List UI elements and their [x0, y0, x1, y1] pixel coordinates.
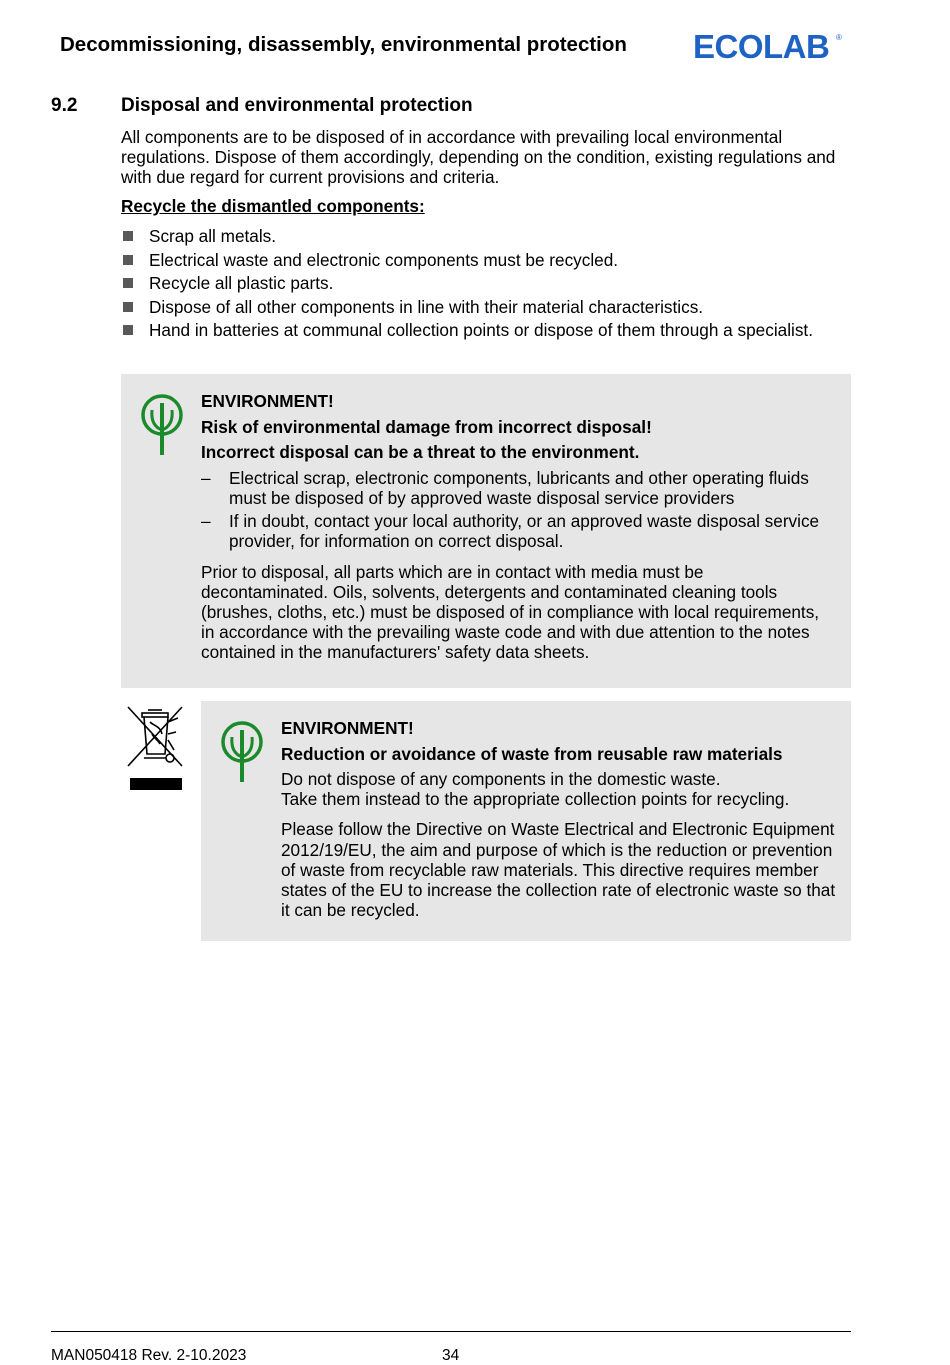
- svg-text:ECOLAB: ECOLAB: [693, 30, 830, 62]
- square-bullet-icon: [123, 278, 133, 288]
- list-item: – Electrical scrap, electronic components, lubricants and other operating fluids must be disposed of by approved waste disposal service providers: [201, 467, 809, 508]
- list-item: Scrap all metals.: [121, 226, 856, 246]
- notice-paragraph: Prior to disposal, all parts which are in contact with media must be decontaminated. Oils, solvents, detergents and contaminated cleaning tools (brushes, cloths, etc.) must be disposed of in compliance with local requirements, in accordance with the prevailing waste code and with due attention to the notes contained in the manufacturers' safety data sheets.: [201, 561, 820, 663]
- section-number: 9.2: [51, 95, 78, 116]
- notice-label: ENVIRONMENT!: [201, 391, 334, 411]
- list-item: – If in doubt, contact your local authority, or an approved waste disposal service provider, for information on correct disposal.: [201, 511, 820, 552]
- ecolab-logo: [693, 30, 845, 62]
- recycle-bullet-list: [121, 226, 856, 344]
- footer-document-reference: MAN050418 Rev. 2-10.2023: [51, 1347, 247, 1364]
- list-item: Electrical waste and electronic components must be recycled.: [121, 250, 856, 270]
- notice-label: ENVIRONMENT!: [281, 718, 414, 738]
- notice-line: Take them instead to the appropriate collection points for recycling.: [281, 789, 790, 810]
- intro-paragraph: All components are to be disposed of in accordance with prevailing local environmental regulations. Dispose of them accordingly, depending on the condition, existing regulations and with due regard for current provisions and criteria.: [121, 127, 836, 188]
- list-item: Dispose of all other components in line with their material characteristics.: [121, 297, 856, 317]
- list-item: Hand in batteries at communal collection points or dispose of them through a specialist.: [121, 320, 856, 340]
- square-bullet-icon: [123, 255, 133, 265]
- notice-headline: Risk of environmental damage from incorrect disposal!: [201, 416, 652, 437]
- footer-page-number: 34: [442, 1347, 460, 1364]
- notice-dash-list: [201, 468, 831, 552]
- recycle-heading: Recycle the dismantled components:: [121, 196, 425, 216]
- footer-divider: [51, 1331, 851, 1332]
- svg-text:®: ®: [836, 33, 842, 42]
- notice-paragraph: Please follow the Directive on Waste Electrical and Electronic Equipment 2012/19/EU, the aim and purpose of which is the reduction or prevention of waste from recyclable raw materials. This directive requires member states of the EU to increase the collection rate of electronic waste so that it can be recycled.: [281, 819, 836, 921]
- environment-notice-content: [281, 718, 841, 930]
- environment-plant-icon: [219, 721, 265, 783]
- page-header-title: Decommissioning, disassembly, environmental protection: [60, 33, 627, 56]
- square-bullet-icon: [123, 325, 133, 335]
- notice-subheadline: Incorrect disposal can be a threat to the environment.: [201, 442, 640, 462]
- notice-line: Do not dispose of any components in the domestic waste.: [281, 769, 721, 789]
- section-title: Disposal and environmental protection: [121, 95, 473, 116]
- square-bullet-icon: [123, 231, 133, 241]
- environment-plant-icon: [139, 394, 185, 456]
- crossed-out-wheelie-bin-icon: [124, 704, 186, 792]
- square-bullet-icon: [123, 302, 133, 312]
- notice-headline: Reduction or avoidance of waste from reusable raw materials: [281, 743, 783, 764]
- list-item: Recycle all plastic parts.: [121, 273, 856, 293]
- environment-notice-content: [201, 391, 831, 673]
